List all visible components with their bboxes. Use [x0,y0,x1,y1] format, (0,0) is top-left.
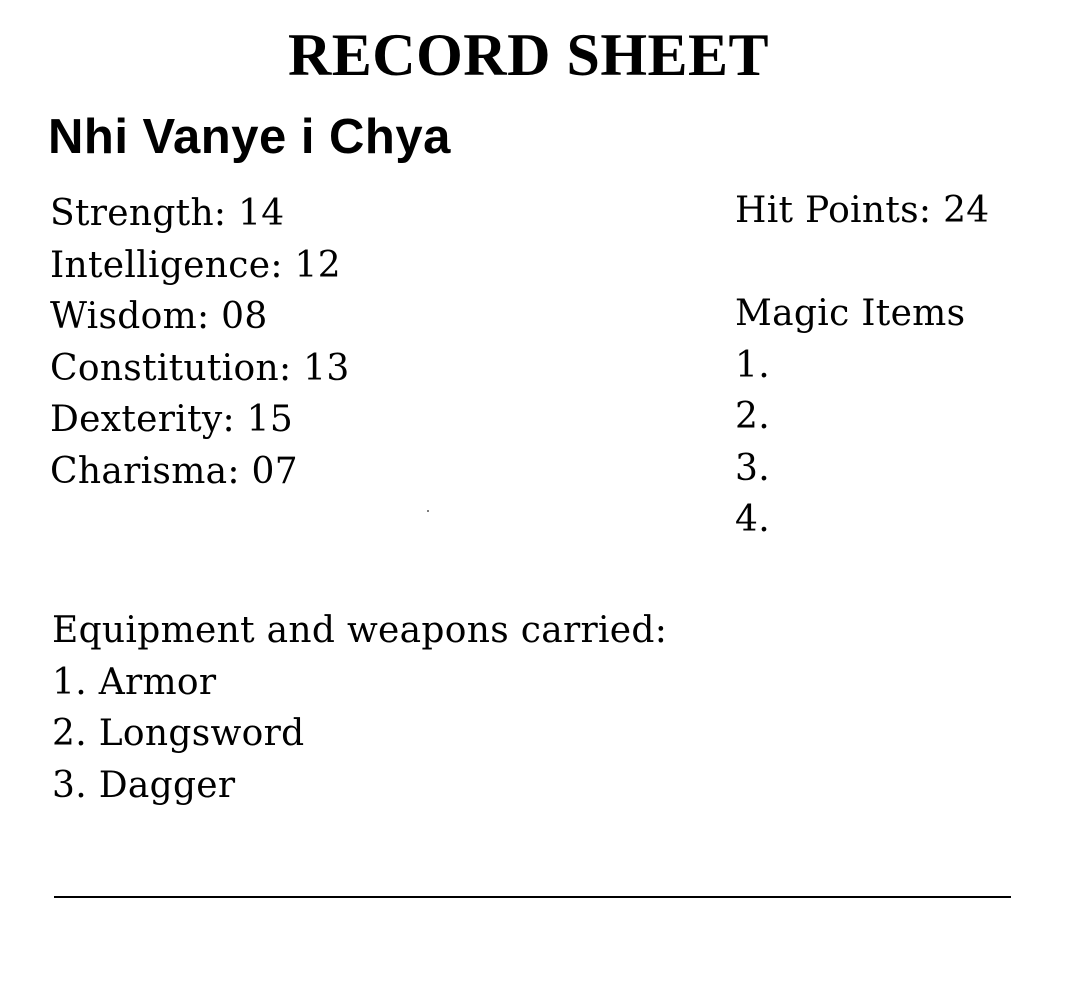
ability-constitution: Constitution: 13 [50,347,350,389]
equipment-item: 2. Longsword [52,713,305,754]
ability-scores-list [50,188,350,497]
hit-points: Hit Points: 24 [735,190,990,231]
ability-wisdom: Wisdom: 08 [50,296,268,337]
equipment-heading: Equipment and weapons carried: [52,610,668,651]
magic-items-heading: Magic Items [735,293,966,334]
sheet-title: RECORD SHEET [287,22,770,88]
magic-item-slot: 4. [735,499,770,540]
magic-item-slot: 1. [735,344,770,386]
ability-intelligence: Intelligence: 12 [50,244,341,286]
magic-item-slot: 3. [735,447,770,489]
equipment-list [52,657,667,812]
magic-items-list [735,340,989,546]
magic-item-slot: 2. [735,396,770,437]
equipment-item: 3. Dagger [52,764,236,806]
print-speck [427,510,429,512]
ability-charisma: Charisma: 07 [50,450,298,492]
character-name: Nhi Vanye i Chya [48,110,451,164]
ability-dexterity: Dexterity: 15 [50,399,294,440]
right-column [735,185,989,546]
equipment-section [52,605,667,811]
ability-strength: Strength: 14 [50,193,285,234]
equipment-item: 1. Armor [52,661,217,703]
bottom-divider [54,896,1011,898]
